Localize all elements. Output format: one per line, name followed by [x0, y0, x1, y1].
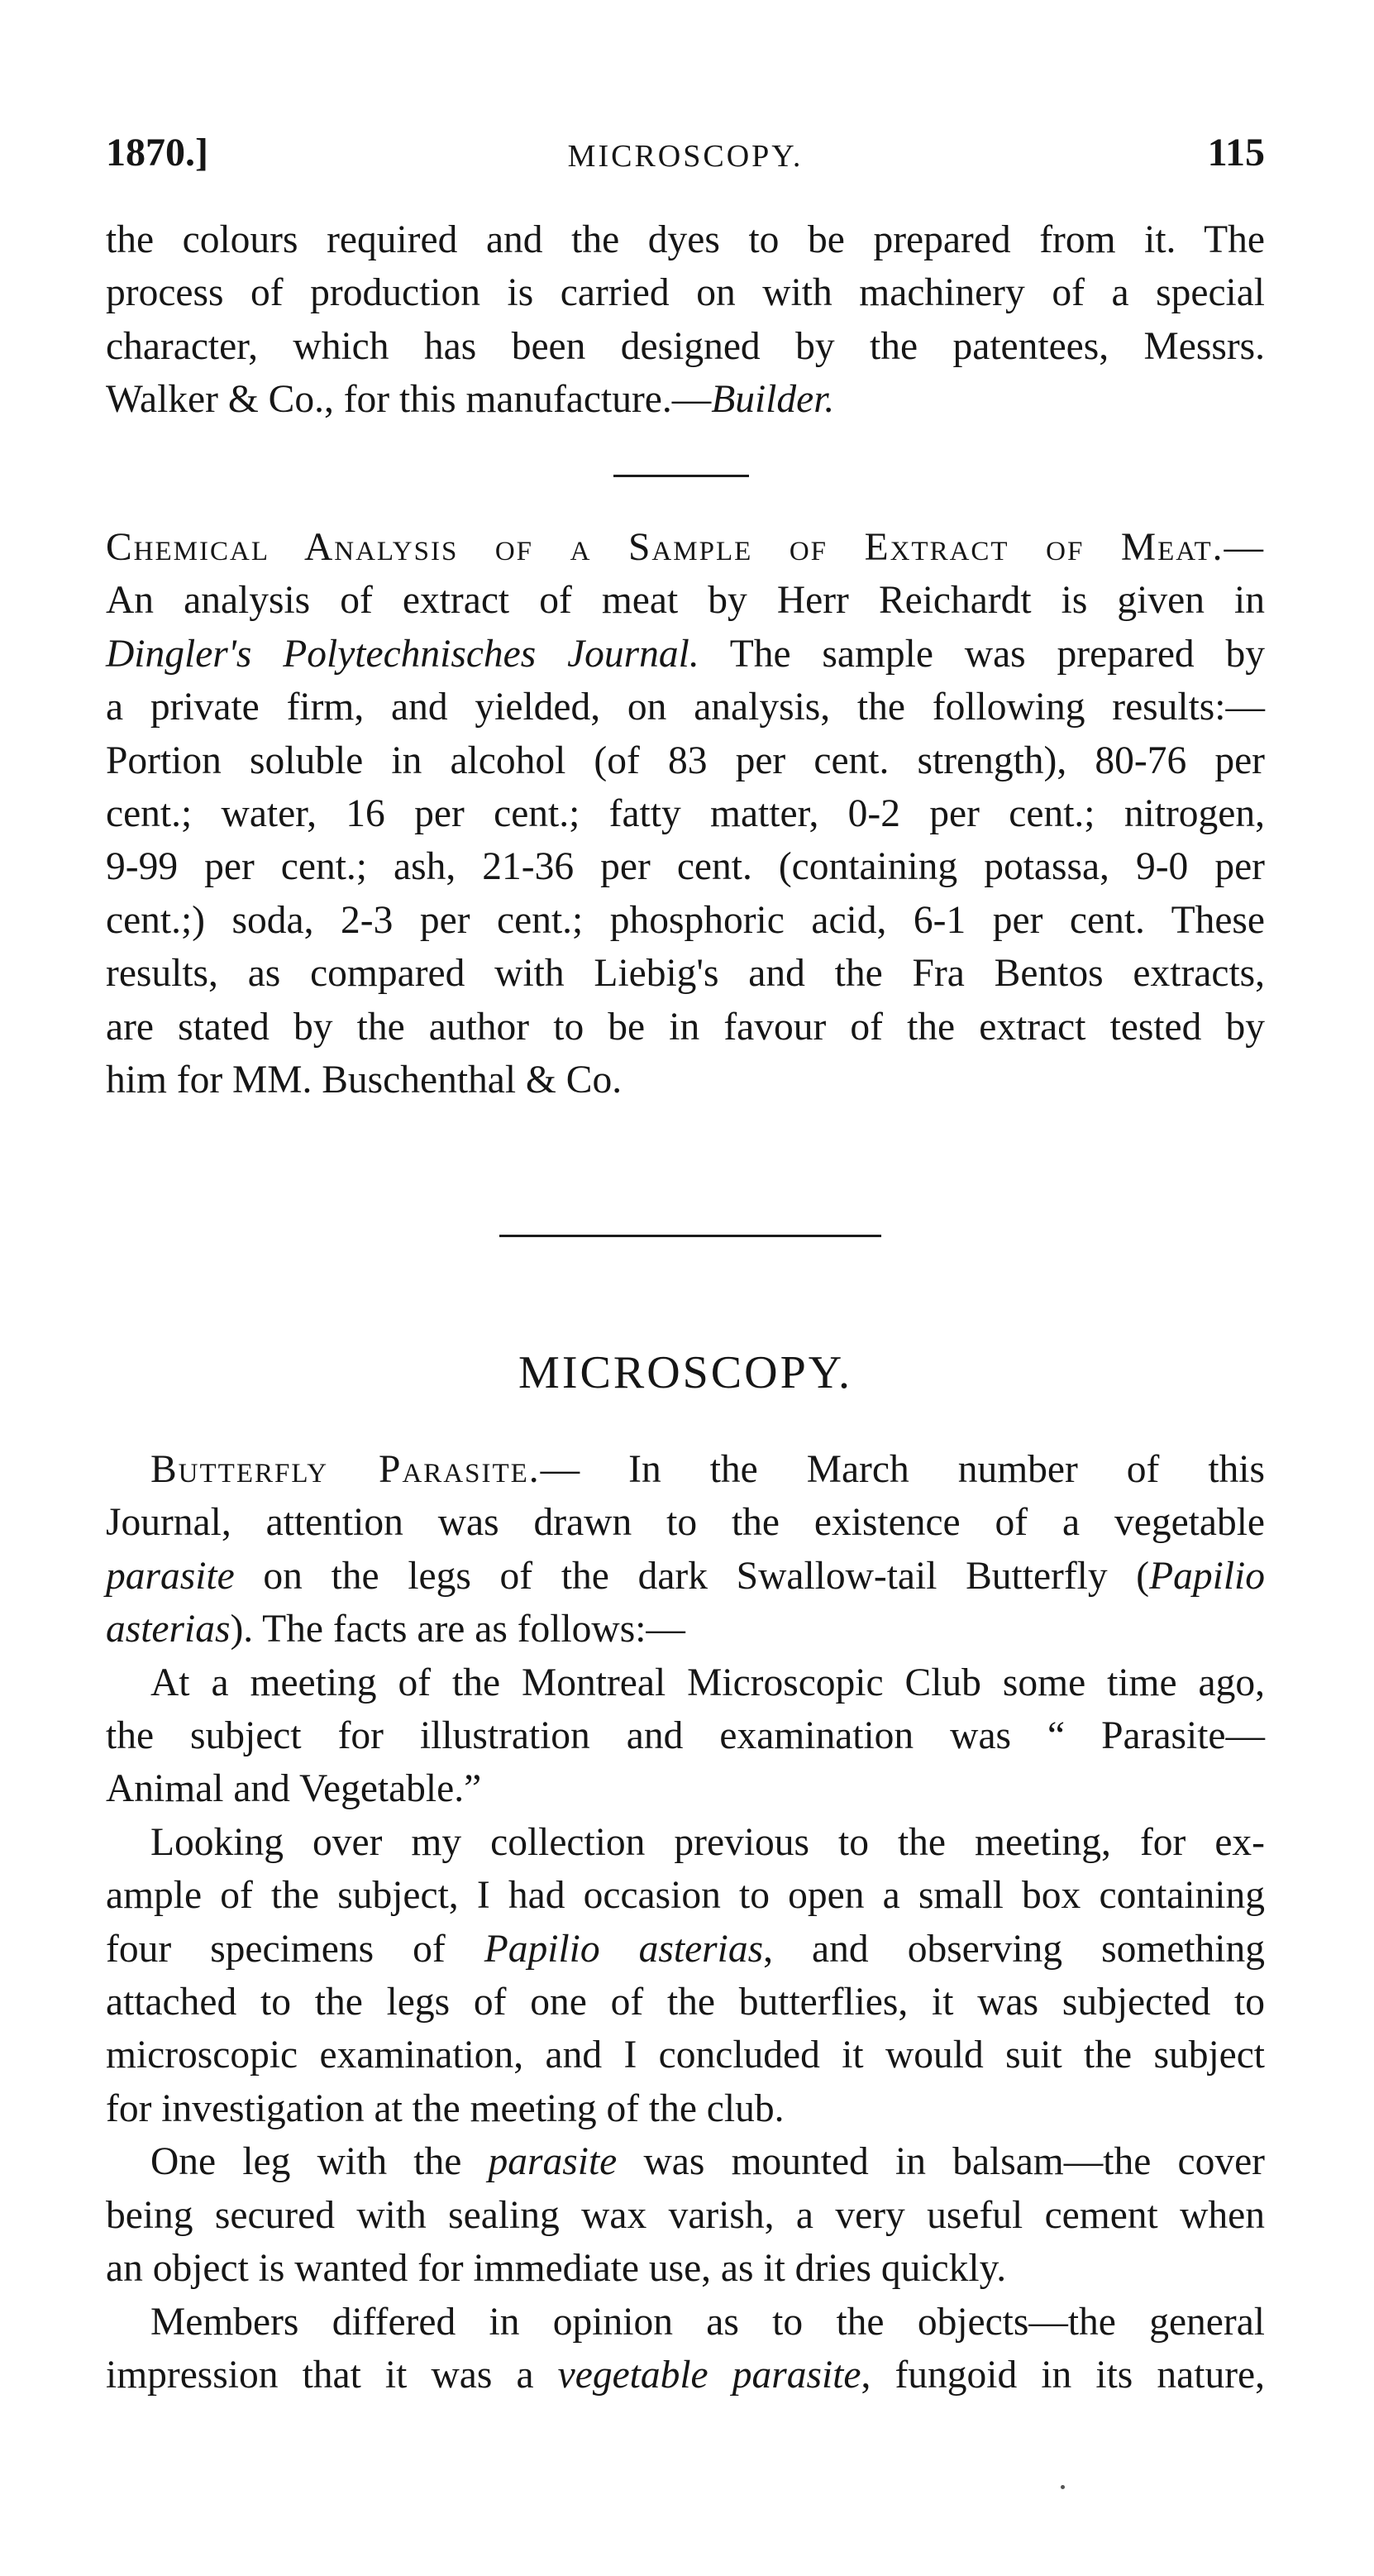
text-line: cent.;) soda, 2-3 per cent.; phosphoric acid, 6-1 per cent. These: [106, 898, 1265, 942]
italic-term: parasite: [106, 1554, 235, 1598]
italic-term: vegetable parasite: [557, 2353, 861, 2397]
text-line: process of production is carried on with machinery of a special: [106, 271, 1265, 315]
text-span: was mounted in balsam—the cover: [617, 2140, 1265, 2184]
italic-term: asterias: [106, 1608, 231, 1651]
running-head-section: MICROSCOPY.: [567, 139, 804, 174]
article-heading: Chemical Analysis of a Sample of Extract of Meat.—: [106, 526, 1265, 569]
running-head-year: 1870.]: [106, 131, 208, 174]
italic-term: Papilio asterias: [484, 1927, 764, 1971]
article-heading: Butterfly Parasite.: [150, 1448, 541, 1491]
text-span: The sample was prepared by: [699, 632, 1265, 676]
text-line: [106, 1443, 1265, 1496]
text-line: the subject for illustration and examination was “ Parasite—: [106, 1714, 1265, 1758]
text-line: attached to the legs of one of the butterflies, it was subjected to: [106, 1981, 1265, 2024]
text-line: Portion soluble in alcohol (of 83 per cent. strength), 80-76 per: [106, 738, 1265, 782]
text-line: for investigation at the meeting of the club.: [106, 2086, 785, 2130]
text-line: an object is wanted for immediate use, as it dries quickly.: [106, 2247, 1007, 2291]
text-line: 9-99 per cent.; ash, 21-36 per cent. (containing potassa, 9-0 per: [106, 845, 1265, 889]
italic-term: Papilio: [1149, 1554, 1265, 1598]
text-line: Animal and Vegetable.”: [106, 1767, 482, 1811]
text-span: ). The facts are as follows:—: [230, 1608, 685, 1651]
text-line: cent.; water, 16 per cent.; fatty matter, 0-2 per cent.; nitrogen,: [106, 792, 1265, 836]
journal-name: Dingler's Polytechnisches Journal.: [106, 632, 699, 676]
continuation-paragraph: [106, 213, 1265, 427]
text-line: Members differed in opinion as to the objects—the general: [150, 2300, 1265, 2344]
text-span: Walker & Co., for this manufacture.—: [106, 378, 712, 422]
text-line: are stated by the author to be in favour of the extract tested by: [106, 1005, 1265, 1049]
section-divider-short: [613, 475, 749, 477]
text-span: four specimens of: [106, 1927, 484, 1971]
print-speck: [1061, 2485, 1065, 2489]
text-line: results, as compared with Liebig's and the Fra Bentos extracts,: [106, 952, 1265, 996]
text-line: a private firm, and yielded, on analysis, the following results:—: [106, 686, 1265, 729]
text-span: , and observing something: [763, 1927, 1265, 1971]
text-line: [106, 2349, 1265, 2402]
text-line: the colours required and the dyes to be prepared from it. The: [106, 218, 1265, 261]
text-line: Journal, attention was drawn to the existence of a vegetable: [106, 1501, 1265, 1545]
text-line: [106, 373, 1265, 426]
text-line: An analysis of extract of meat by Herr Reichardt is given in: [106, 579, 1265, 623]
text-line: him for MM. Buschenthal & Co.: [106, 1059, 623, 1102]
text-line: character, which has been designed by the patentees, Messrs.: [106, 324, 1265, 368]
text-line: Looking over my collection previous to the meeting, for ex-: [150, 1820, 1265, 1864]
text-line: [106, 1603, 1265, 1656]
butterfly-parasite-paragraph: [106, 1443, 1265, 2402]
text-line: microscopic examination, and I concluded it would suit the subject: [106, 2034, 1265, 2077]
text-line: At a meeting of the Montreal Microscopic Club some time ago,: [150, 1661, 1265, 1704]
text-span: , fungoid in its nature,: [861, 2353, 1265, 2397]
page-number: 115: [1207, 131, 1265, 174]
source-citation: Builder.: [711, 378, 835, 422]
italic-term: parasite: [488, 2140, 618, 2184]
text-line: [106, 521, 1265, 574]
section-divider-long: [499, 1235, 881, 1237]
text-line: [106, 1923, 1265, 1976]
text-line: being secured with sealing wax varish, a very useful cement when: [106, 2193, 1265, 2237]
text-line: [106, 628, 1265, 681]
text-line: [106, 2135, 1265, 2188]
section-heading: MICROSCOPY.: [518, 1347, 852, 1398]
text-span: on the legs of the dark Swallow-tail Butterfly (: [234, 1554, 1150, 1598]
text-span: — In the March number of this: [540, 1448, 1265, 1491]
text-line: ample of the subject, I had occasion to open a small box containing: [106, 1874, 1265, 1918]
text-span: One leg with the: [150, 2140, 489, 2184]
running-head: [106, 124, 1265, 182]
text-span: impression that it was a: [106, 2353, 558, 2397]
chemical-analysis-paragraph: [106, 521, 1265, 1106]
text-line: [106, 1550, 1265, 1603]
